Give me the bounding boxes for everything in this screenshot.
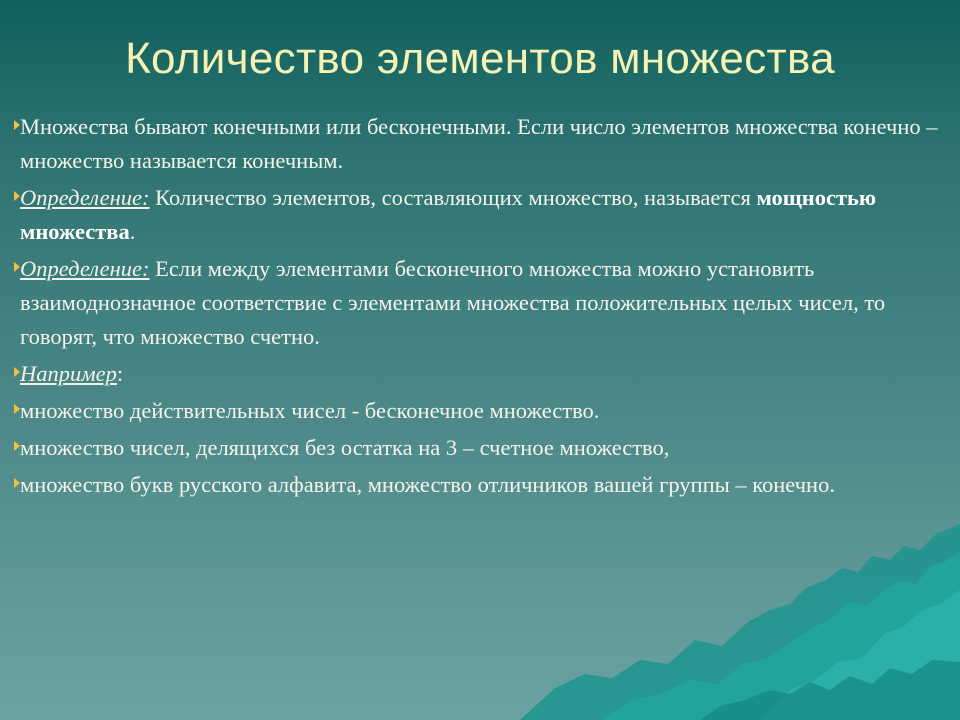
definition-label: Определение:	[20, 185, 150, 210]
item-text: Количество элементов, составляющих множество, называется	[149, 185, 757, 210]
triangle-bullet-icon	[14, 120, 20, 130]
list-item	[14, 181, 949, 249]
list-item	[14, 468, 949, 502]
list-item	[14, 394, 949, 428]
triangle-bullet-icon	[14, 478, 20, 488]
item-tail: .	[129, 219, 136, 244]
item-tail: :	[116, 361, 124, 386]
item-text: множество чисел, делящихся без остатка на 3 – счетное множество,	[20, 435, 670, 460]
slide-title: Количество элементов множества	[125, 34, 835, 83]
item-text: Если между элементами бесконечного множества можно установить взаимоднозначное соответствие с элементами множества положительных целых чисел, то говорят, что множество счетно.	[20, 256, 886, 349]
item-text: Множества бывают конечными или бесконечными. Если число элементов множества конечно – множество называется конечным.	[20, 114, 938, 173]
item-text: множество букв русского алфавита, множество отличников вашей группы – конечно.	[20, 472, 835, 497]
triangle-bullet-icon	[14, 262, 20, 272]
list-item	[14, 431, 949, 465]
slide-content	[14, 110, 949, 505]
list-item	[14, 357, 949, 391]
triangle-bullet-icon	[14, 191, 20, 201]
triangle-bullet-icon	[14, 441, 20, 451]
triangle-bullet-icon	[14, 404, 20, 414]
triangle-bullet-icon	[14, 367, 20, 377]
list-item	[14, 252, 949, 354]
definition-label: Определение:	[20, 256, 150, 281]
example-label: Например	[20, 361, 117, 386]
item-text: множество действительных чисел - бесконечное множество.	[20, 398, 600, 423]
list-item	[14, 110, 949, 178]
emphasis-term: мощностью множества	[20, 185, 877, 244]
